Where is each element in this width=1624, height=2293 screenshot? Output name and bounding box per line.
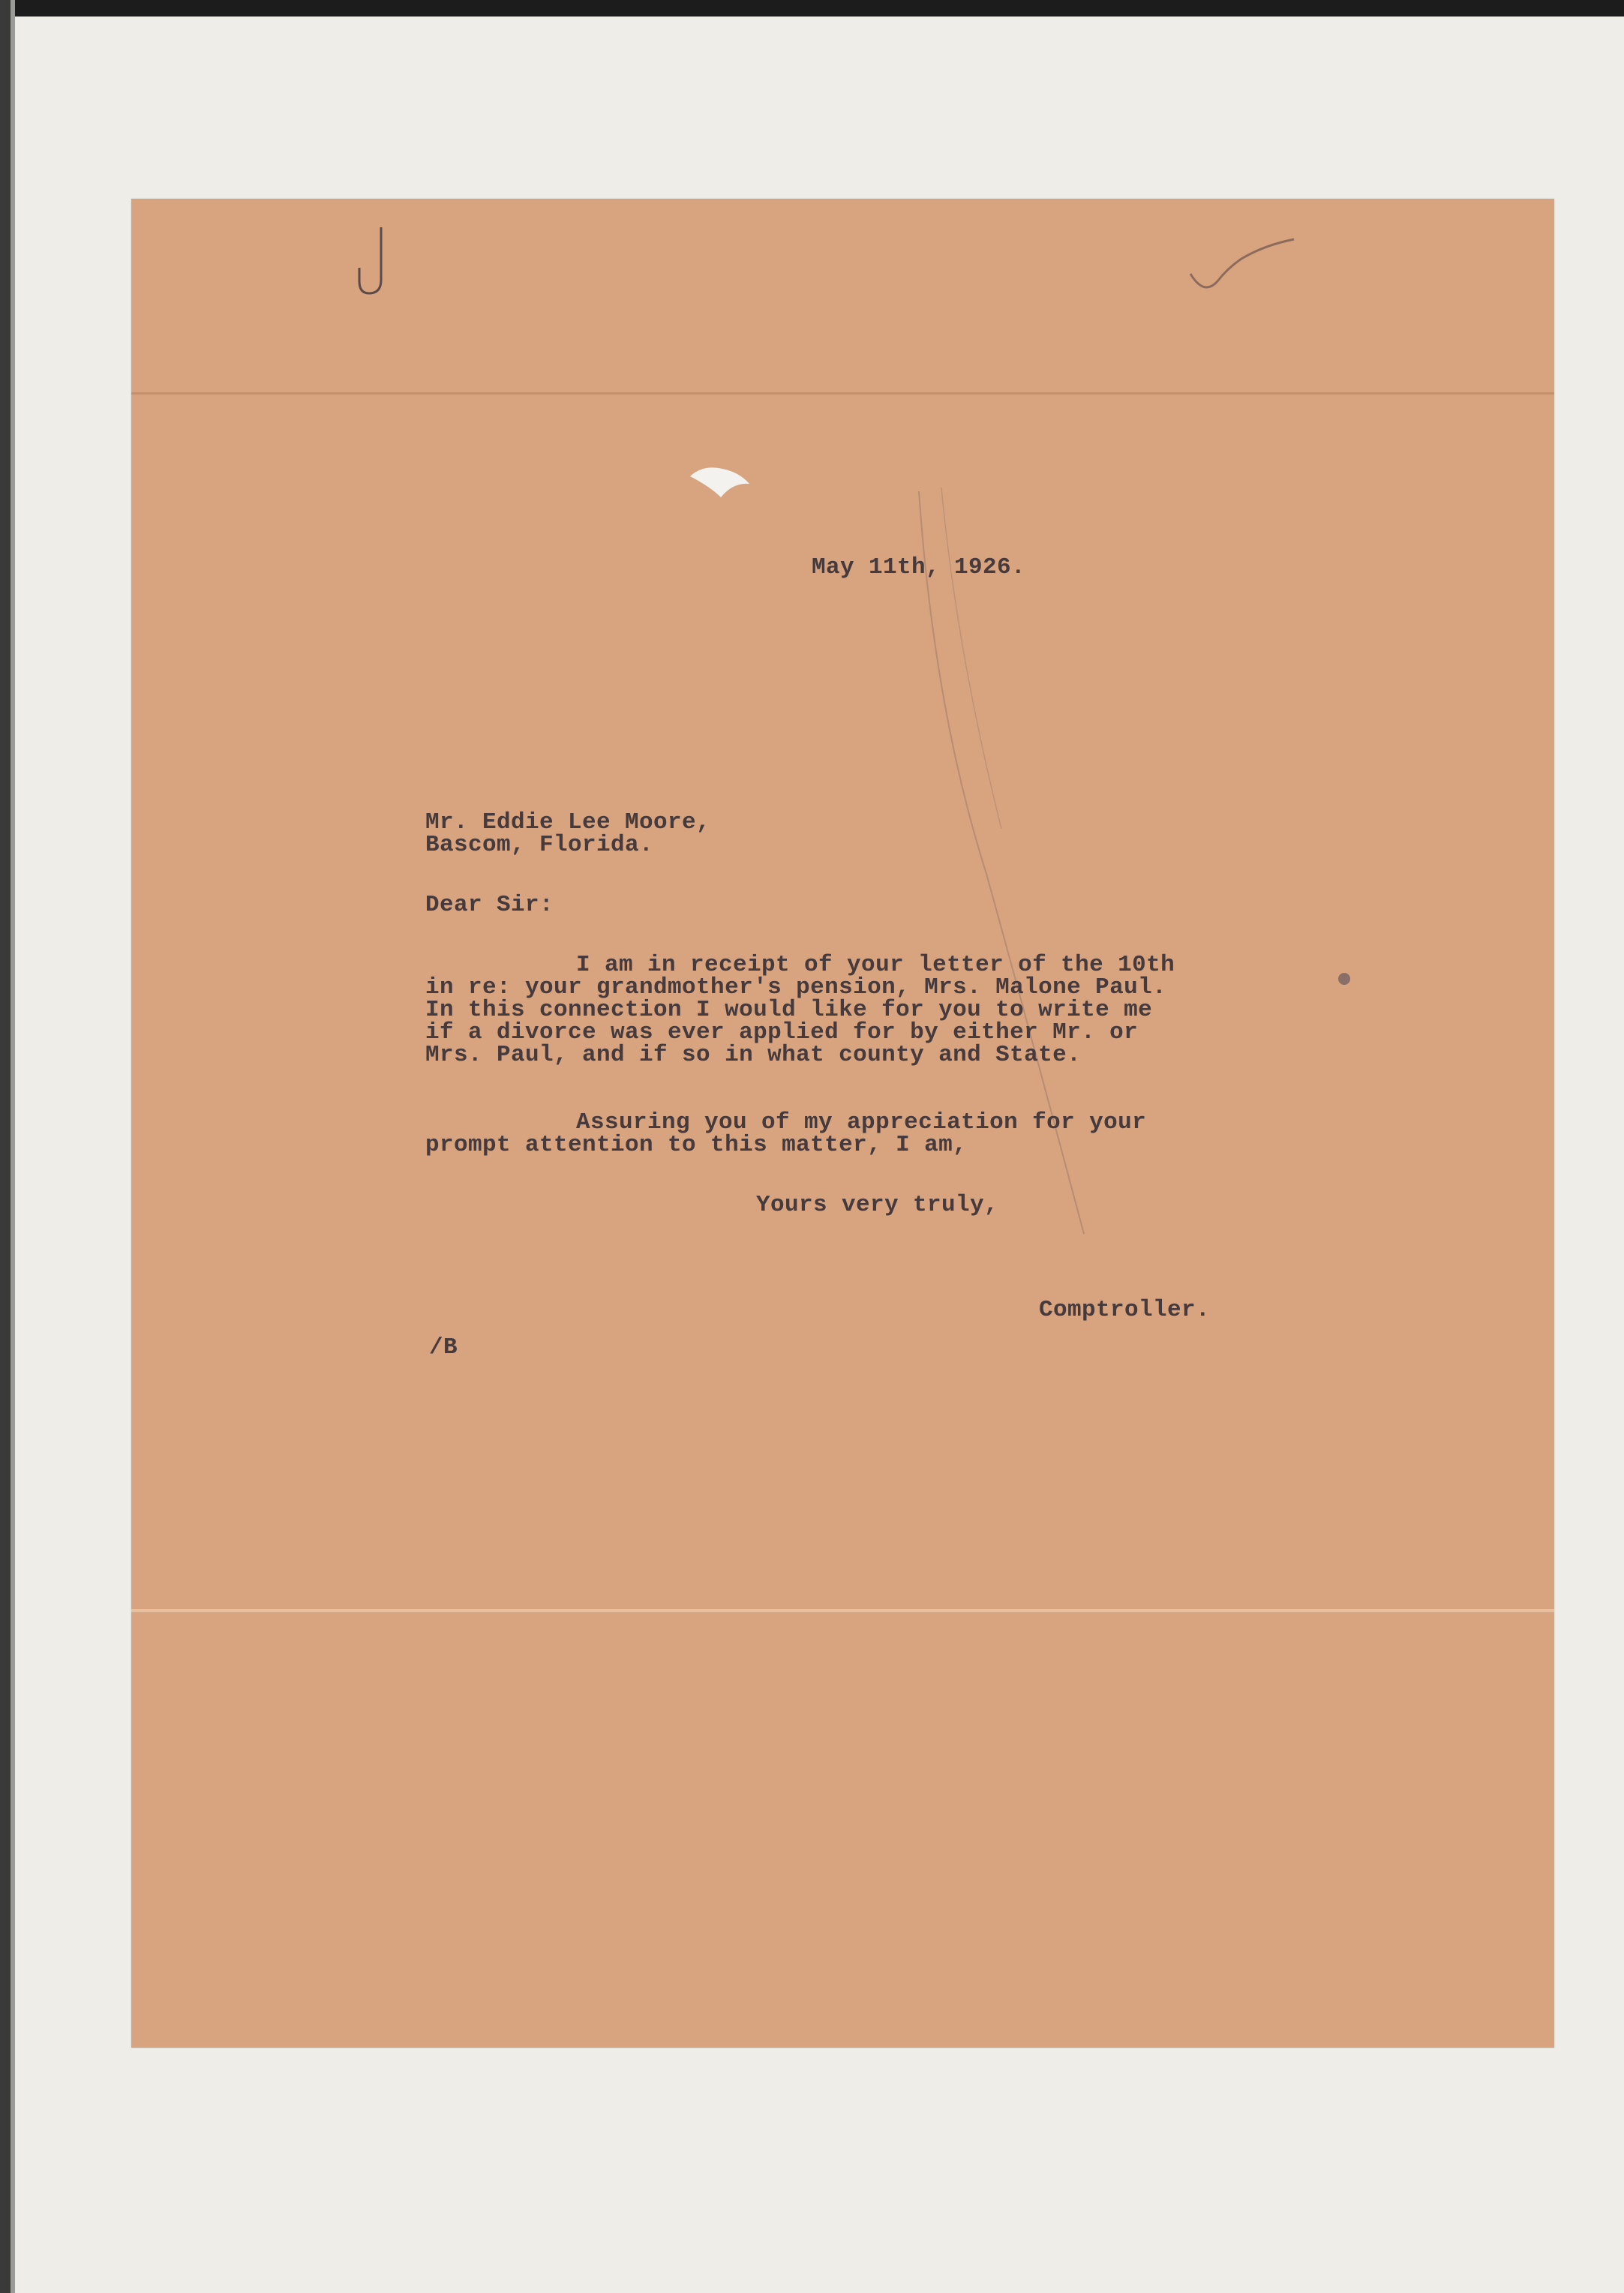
paper-clip-mark-icon — [356, 221, 401, 304]
hole-punch-icon — [686, 454, 754, 506]
typist-initials: /B — [429, 1334, 458, 1361]
paragraph-1-line-3: In this connection I would like for you to write me — [425, 997, 1153, 1023]
scanner-edge-left — [0, 0, 11, 2293]
paragraph-1-line-5: Mrs. Paul, and if so in what county and State. — [425, 1042, 1082, 1068]
letter-sheet — [131, 199, 1554, 2048]
paragraph-2-line-2: prompt attention to this matter, I am, — [425, 1132, 968, 1158]
salutation: Dear Sir: — [425, 892, 554, 918]
paragraph-1-line-4: if a divorce was ever applied for by either Mr. or — [425, 1019, 1139, 1046]
letter-date: May 11th, 1926. — [812, 554, 1026, 581]
recipient-address: Bascom, Florida. — [425, 832, 654, 858]
fold-crease-top — [131, 392, 1554, 395]
pencil-check-mark-icon — [1181, 229, 1301, 311]
recipient-name: Mr. Eddie Lee Moore, — [425, 809, 711, 836]
fold-crease-bottom — [131, 1609, 1554, 1613]
paragraph-1-line-2: in re: your grandmother's pension, Mrs. Malone Paul. — [425, 974, 1167, 1001]
scanner-edge-left-shade — [11, 0, 15, 2293]
ink-dot-mark-icon — [1335, 970, 1353, 988]
signature-title: Comptroller. — [1039, 1297, 1211, 1323]
scanner-edge-top — [0, 0, 1624, 17]
closing: Yours very truly, — [756, 1192, 999, 1218]
paragraph-2-line-1: Assuring you of my appreciation for your — [576, 1109, 1147, 1136]
paragraph-1-line-1: I am in receipt of your letter of the 10th — [576, 952, 1175, 978]
